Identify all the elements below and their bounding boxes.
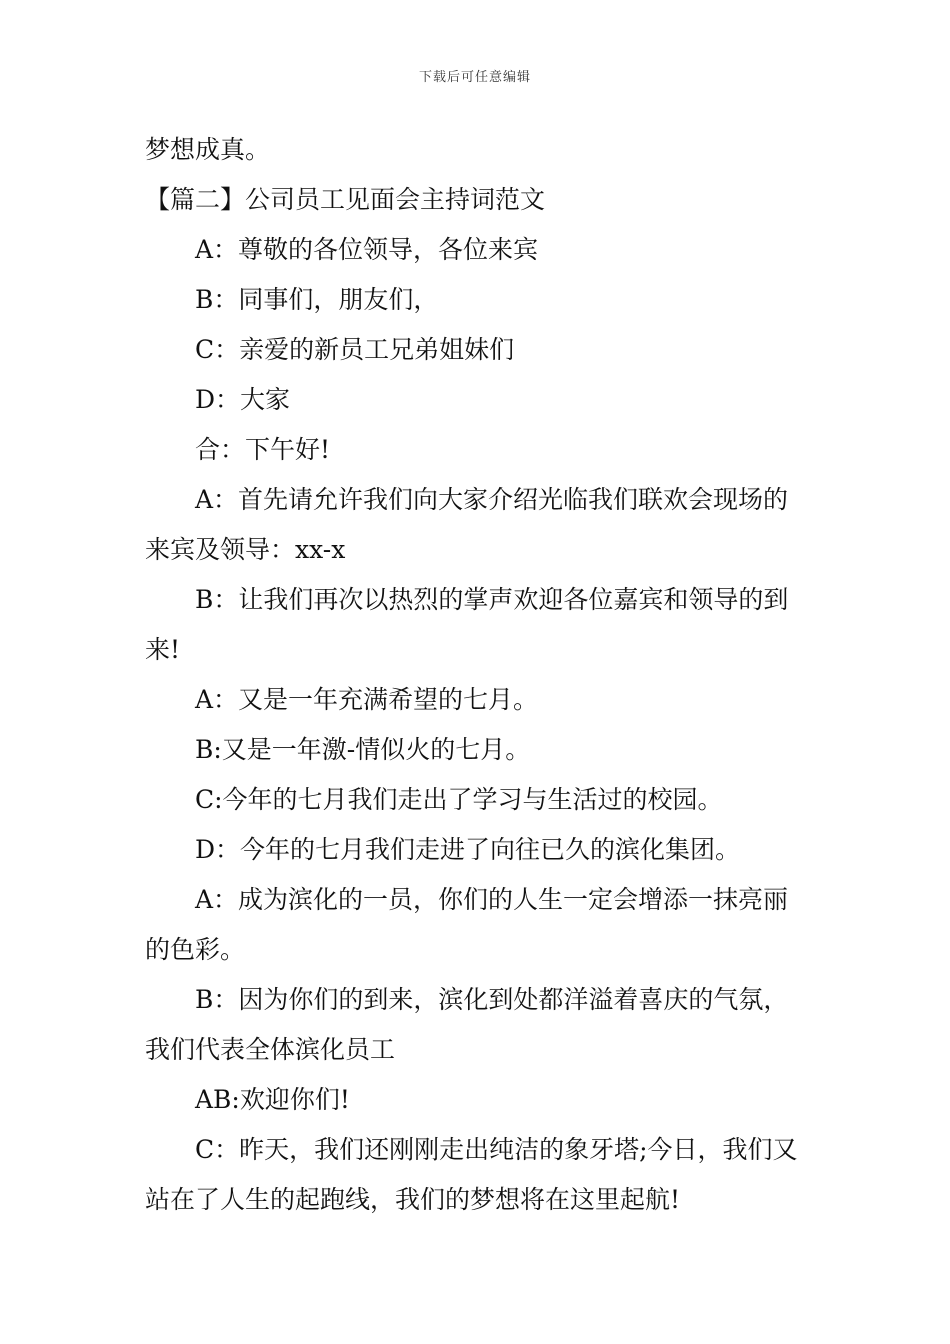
paragraph: B：同事们，朋友们， bbox=[195, 285, 439, 314]
paragraph: AB:欢迎你们! bbox=[195, 1085, 350, 1114]
paragraph: A：又是一年充满希望的七月。 bbox=[195, 685, 539, 714]
paragraph: D：今年的七月我们走进了向往已久的滨化集团。 bbox=[195, 835, 741, 864]
paragraph: A：首先请允许我们向大家介绍光临我们联欢会现场的来宾及领导：xx-x bbox=[145, 485, 789, 564]
document-body bbox=[145, 125, 810, 1225]
paragraph: D：大家 bbox=[195, 385, 291, 414]
paragraph: C：昨天，我们还刚刚走出纯洁的象牙塔;今日，我们又站在了人生的起跑线，我们的梦想将在这里起航! bbox=[145, 1135, 798, 1214]
paragraph: B:又是一年激-情似火的七月。 bbox=[195, 735, 531, 764]
page-header-note: 下载后可任意编辑 bbox=[418, 70, 531, 85]
paragraph: B：因为你们的到来，滨化到处都洋溢着喜庆的气氛，我们代表全体滨化员工 bbox=[145, 985, 789, 1064]
paragraph: B：让我们再次以热烈的掌声欢迎各位嘉宾和领导的到来! bbox=[145, 585, 789, 664]
paragraph: C:今年的七月我们走出了学习与生活过的校园。 bbox=[195, 785, 723, 814]
paragraph: A：尊敬的各位领导，各位来宾 bbox=[195, 235, 539, 264]
section-title: 【篇二】公司员工见面会主持词范文 bbox=[145, 185, 546, 214]
paragraph: 合：下午好! bbox=[195, 435, 331, 464]
paragraph: 梦想成真。 bbox=[145, 135, 271, 164]
paragraph: C：亲爱的新员工兄弟姐妹们 bbox=[195, 335, 515, 364]
paragraph: A：成为滨化的一员，你们的人生一定会增添一抹亮丽的色彩。 bbox=[145, 885, 789, 964]
